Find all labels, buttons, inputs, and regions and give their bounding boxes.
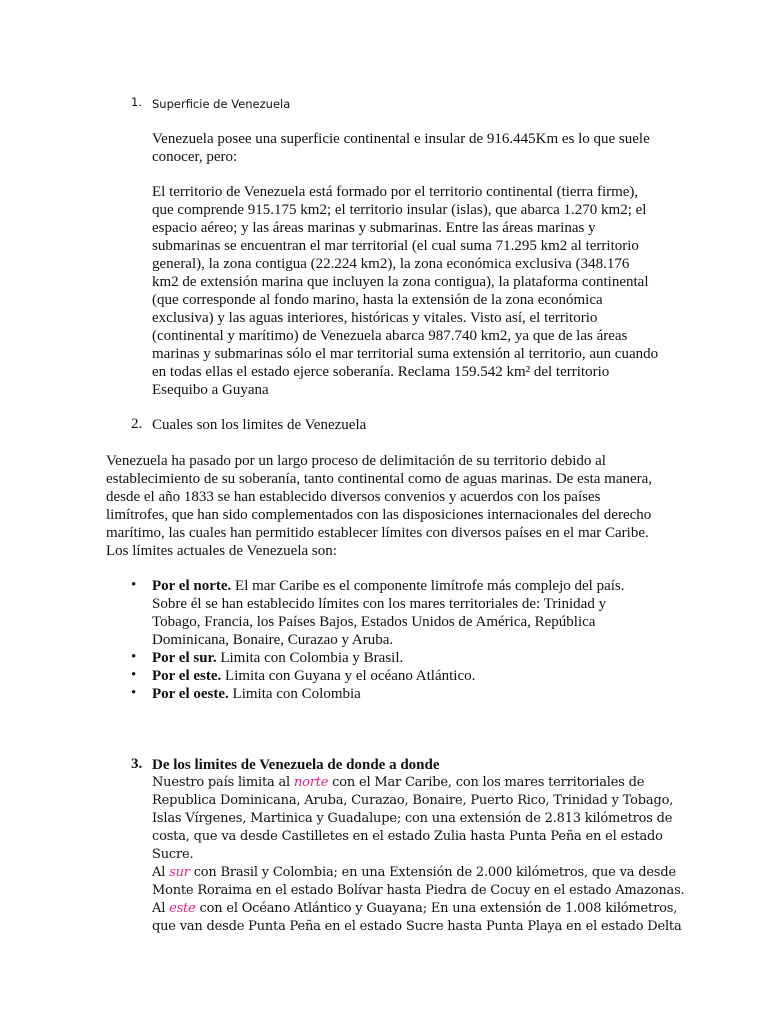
text-line: que van desde Punta Peña en el estado Sucre hasta Punta Playa en el estado Delta [152,919,682,934]
text-run: Al [152,901,170,916]
text-line: Tobago, Francia, los Países Bajos, Estados Unidos de América, República [152,614,596,630]
text-line: submarinas se encuentran el mar territorial (el cual suma 71.295 km2 al territorio [152,238,639,254]
section-2-title: Cuales son los limites de Venezuela [152,417,367,433]
text-line: (que corresponde al fondo marino, hasta la extensión de la zona económica [152,292,603,308]
text-run: Al [152,865,170,880]
text-line: Sobre él se han establecido límites con los mares territoriales de: Trinidad y [152,596,607,612]
text-line: que comprende 915.175 km2; el territorio insular (islas), que abarca 1.270 km2; el [152,202,647,218]
text-run: Nuestro país limita al [152,775,294,790]
text-line: marítimo, las cuales han permitido establecer límites con diversos países en el mar Caribe. [106,525,649,541]
text-line: en todas ellas el estado ejerce soberanía. Reclama 159.542 km² del territorio [152,364,610,380]
text-line: Monte Roraima en el estado Bolívar hasta Piedra de Cocuy en el estado Amazonas. [152,883,685,898]
list-item-label: Por el sur. [152,650,217,666]
text-line: Sucre. [152,847,194,862]
bullet-icon: • [131,649,137,665]
list-item-text [152,577,625,595]
text-line: Esequibo a Guyana [152,382,269,398]
text-line: establecimiento de su soberanía, tanto continental como de aguas marinas. De esta manera, [106,471,653,487]
emphasis-norte: norte [293,775,329,790]
text-line: Republica Dominicana, Aruba, Curazao, Bonaire, Puerto Rico, Trinidad y Tobago, [152,793,674,808]
text-line: general), la zona contigua (22.224 km2), la zona económica exclusiva (348.176 [152,256,630,272]
text-line: Dominicana, Bonaire, Curazao y Aruba. [152,632,394,648]
list-item-text [152,667,475,685]
text-run: con Brasil y Colombia; en una Extensión de 2.000 kilómetros, que va desde [189,865,676,880]
text-line: marinas y submarinas sólo el mar territorial suma extensión al territorio, aun cuando [152,346,659,362]
bullet-icon: • [131,685,137,701]
emphasis-sur: sur [169,865,190,880]
list-item-body: El mar Caribe es el componente limítrofe más complejo del país. [231,578,625,594]
text-line: Los límites actuales de Venezuela son: [106,543,337,559]
list-item-label: Por el oeste. [152,686,229,702]
text-line: km2 de extensión marina que incluyen la zona contigua), la plataforma continental [152,274,649,290]
text-line: desde el año 1833 se han establecido diversos convenios y acuerdos con los países [106,489,601,505]
text-line [152,900,677,918]
text-line: Islas Vírgenes, Martinica y Guadalupe; con una extensión de 2.813 kilómetros de [152,811,673,826]
list-item-body: Limita con Guyana y el océano Atlántico. [221,668,476,684]
bullet-icon: • [131,577,137,593]
text-line: Venezuela ha pasado por un largo proceso de delimitación de su territorio debido al [106,453,606,469]
text-line: exclusiva) y las aguas interiores, históricas y vitales. Visto así, el territorio [152,310,598,326]
text-line: espacio aéreo; y las áreas marinas y submarinas. Entre las áreas marinas y [152,220,596,236]
text-line: limítrofes, que han sido complementados con las disposiciones internacionales del derecho [106,507,652,523]
section-3-number: 3. [131,756,143,772]
text-line: Venezuela posee una superficie continental e insular de 916.445Km es lo que suele [152,131,650,147]
text-line: costa, que va desde Castilletes en el estado Zulia hasta Punta Peña en el estado [152,829,663,844]
text-run: con el Mar Caribe, con los mares territoriales de [328,775,645,790]
emphasis-este: este [169,901,196,916]
text-line: El territorio de Venezuela está formado por el territorio continental (tierra firme), [152,184,639,200]
text-line [152,864,676,882]
section-3-title: De los limites de Venezuela de donde a donde [152,757,440,773]
section-1-title: Superficie de Venezuela [152,97,291,111]
list-item-text [152,649,403,667]
list-item-label: Por el este. [152,668,222,684]
section-2-number: 2. [131,416,143,432]
text-run: con el Océano Atlántico y Guayana; En una extensión de 1.008 kilómetros, [195,901,678,916]
text-line: (continental y marítimo) de Venezuela abarca 987.740 km2, ya que de las áreas [152,328,628,344]
bullet-icon: • [131,667,137,683]
list-item-text [152,685,361,703]
section-1-number: 1. [131,95,142,109]
text-line [152,774,644,792]
list-item-body: Limita con Colombia y Brasil. [216,650,404,666]
list-item-label: Por el norte. [152,578,232,594]
text-line: conocer, pero: [152,149,238,165]
list-item-body: Limita con Colombia [228,686,361,702]
